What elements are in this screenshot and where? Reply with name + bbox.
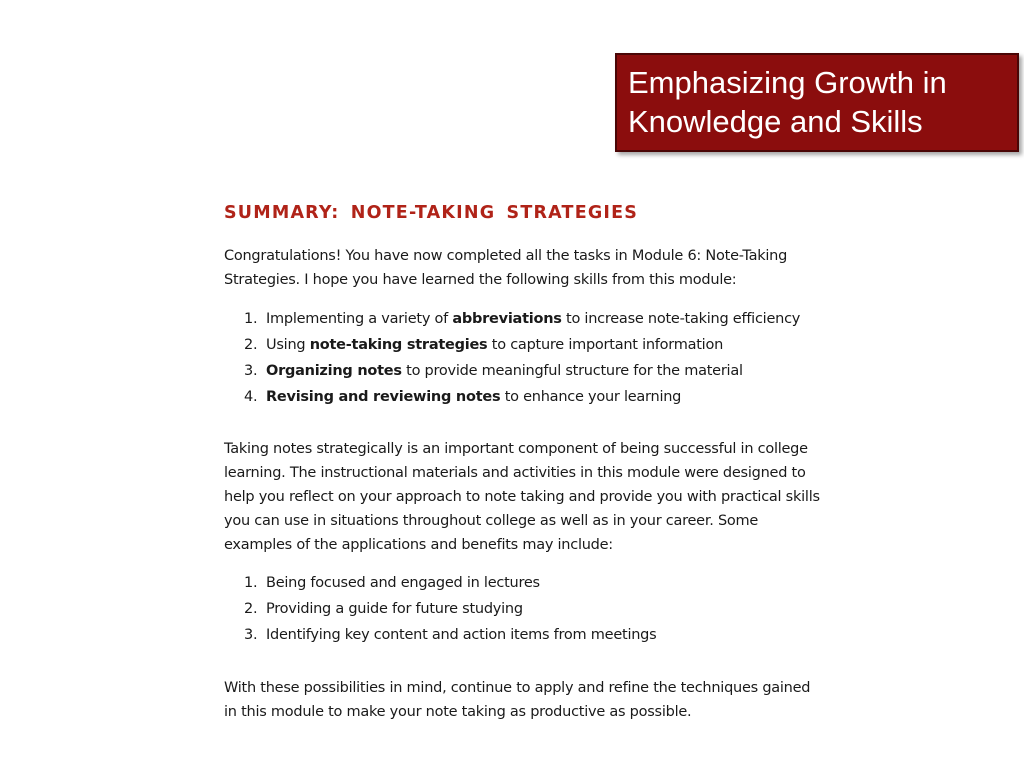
list-item [224,570,656,596]
list-text-post: to capture important information [487,337,724,353]
list-text-post: to enhance your learning [500,389,682,405]
list-number: 2. [244,601,258,617]
list-number: 1. [244,311,258,327]
list-item [224,596,656,622]
list-text-pre: Implementing a variety of [266,311,453,327]
body-line: learning. The instructional materials and activities in this module were designed to [224,465,806,481]
list-item [224,622,656,648]
list-text-bold: Revising and reviewing notes [266,389,501,405]
closing-paragraph [224,676,814,724]
list-text: Providing a guide for future studying [266,601,523,617]
list-text-bold: note-taking strategies [309,337,488,353]
skills-list [224,306,800,410]
list-item [224,358,800,384]
closing-line: With these possibilities in mind, continue to apply and refine the techniques gained [224,680,811,696]
list-text-bold: Organizing notes [266,363,402,379]
body-line: you can use in situations throughout college as well as in your career. Some [224,513,759,529]
body-line: examples of the applications and benefits may include: [224,537,613,553]
slide-title-box [615,53,1019,152]
slide-title-line-1: Emphasizing Growth in [628,65,947,100]
document-heading: SUMMARY: NOTE-TAKING STRATEGIES [224,203,639,223]
list-number: 3. [244,363,258,379]
body-line: Taking notes strategically is an important component of being successful in college [224,441,808,457]
list-text: Being focused and engaged in lectures [266,575,540,591]
slide-title-line-2: Knowledge and Skills [628,104,923,139]
body-paragraph [224,437,820,557]
list-number: 2. [244,337,258,353]
intro-line: Strategies. I hope you have learned the following skills from this module: [224,272,737,288]
body-line: help you reflect on your approach to note taking and provide you with practical skills [224,489,820,505]
list-text-pre: Using [266,337,310,353]
list-text-post: to increase note-taking efficiency [561,311,801,327]
benefits-list [224,570,656,648]
intro-line: Congratulations! You have now completed all the tasks in Module 6: Note-Taking [224,248,788,264]
list-item [224,306,800,332]
list-number: 3. [244,627,258,643]
list-text: Identifying key content and action items from meetings [266,627,657,643]
closing-line: in this module to make your note taking as productive as possible. [224,704,692,720]
list-number: 4. [244,389,258,405]
list-text-bold: abbreviations [452,311,562,327]
list-item [224,332,800,358]
list-text-post: to provide meaningful structure for the material [401,363,743,379]
list-number: 1. [244,575,258,591]
intro-paragraph [224,244,814,292]
list-item [224,384,800,410]
